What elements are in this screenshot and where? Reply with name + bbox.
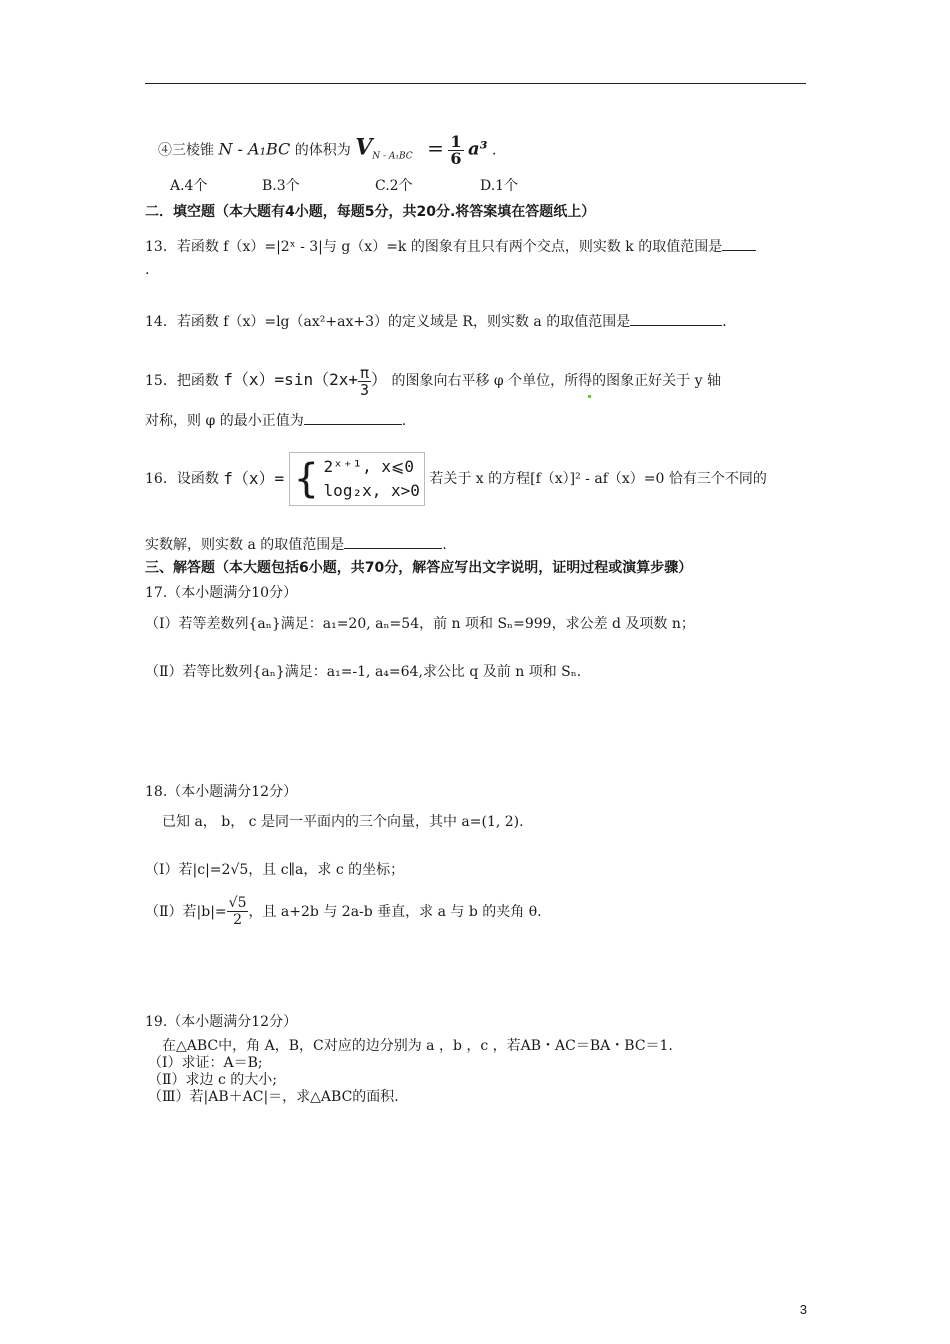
q14-line xyxy=(145,311,727,332)
q14-blank xyxy=(630,311,722,326)
q18-p2-num: √5 xyxy=(228,895,247,911)
q14-end: . xyxy=(722,314,727,330)
q18-fraction xyxy=(227,895,249,928)
item4-solid: N - A₁BC xyxy=(218,139,291,159)
q14-text: 14．若函数 f（x）=lg（ax²+ax+3）的定义域是 R，则实数 a 的取值范围是 xyxy=(145,314,631,330)
q13-line1 xyxy=(145,236,756,257)
item4-den: 6 xyxy=(450,149,462,168)
q15-line2-text: 对称，则 φ 的最小正值为 xyxy=(145,413,304,429)
item4-prefix: ④三棱锥 xyxy=(158,142,214,159)
q15-label: 15．把函数 xyxy=(145,373,219,389)
q16-line1 xyxy=(145,452,767,506)
item4-vol-sub: N - A₁BC xyxy=(372,151,413,162)
q15-end: . xyxy=(401,413,407,429)
item4-rhs: a³ xyxy=(467,138,488,160)
q18-part1: （Ⅰ）若|c|=2√5，且 c∥a，求 c 的坐标； xyxy=(145,862,405,878)
q16-cases xyxy=(324,455,420,503)
q16-label: 16．设函数 xyxy=(145,471,219,487)
q15-rest: 的图象向右平移 φ 个单位，所得的图象正好关于 y 轴 xyxy=(391,373,721,389)
item4-fraction xyxy=(448,134,463,167)
q17-title: 17.（本小题满分10分） xyxy=(145,585,298,601)
choice-b: B.3个 xyxy=(262,178,300,194)
q16-line2-text: 实数解，则实数 a 的取值范围是 xyxy=(145,537,345,553)
page-number: 3 xyxy=(799,1302,807,1317)
header-rule xyxy=(145,83,806,84)
q16-blank xyxy=(344,534,442,549)
choice-d: D.1个 xyxy=(480,178,519,194)
q16-brace: { xyxy=(293,456,320,502)
item4-line xyxy=(158,134,496,167)
q17-part2: （Ⅱ）若等比数列{aₙ}满足：a₁=-1, a₄=64,求公比 q 及前 n 项和 Sₙ. xyxy=(145,664,582,680)
q15-func-right: ） xyxy=(371,370,388,389)
section3-title: 三、解答题（本大题包括6小题，共70分，解答应写出文字说明，证明过程或演算步骤） xyxy=(145,560,693,576)
q19-part1: （Ⅰ）求证：A＝B; xyxy=(148,1055,263,1071)
q13-text: 13．若函数 f（x）=|2ˣ - 3|与 g（x）=k 的图象有且只有两个交点，则实数 k 的取值范围是 xyxy=(145,239,723,255)
q19-intro: 在△ABC中，角 A，B，C对应的边分别为 a ，b ，c ，若AB・AC＝BA・BC＝1. xyxy=(162,1038,673,1054)
q16-piecewise xyxy=(289,452,425,506)
q18-intro: 已知 a， b， c 是同一平面内的三个向量，其中 a=(1, 2). xyxy=(162,814,524,830)
q18-title: 18.（本小题满分12分） xyxy=(145,784,298,800)
q18-part2 xyxy=(145,895,542,928)
q15-func-left: f（x）=sin（2x+ xyxy=(223,370,358,389)
item4-num: 1 xyxy=(450,132,462,151)
q16-case2: log₂x, x>0 xyxy=(323,481,420,500)
q13-line2: . xyxy=(145,262,150,278)
q16-func-left: f（x）= xyxy=(223,469,285,488)
item4-mid: 的体积为 xyxy=(294,142,351,159)
q16-line2 xyxy=(145,534,447,555)
q15-three: 3 xyxy=(359,380,370,399)
q18-p2-left: （Ⅱ）若|b|= xyxy=(145,903,227,920)
q16-rest: 若关于 x 的方程[f（x）]² - af（x）=0 恰有三个不同的 xyxy=(429,471,767,487)
q17-part1: （Ⅰ）若等差数列{aₙ}满足：a₁=20, aₙ=54，前 n 项和 Sₙ=999，求公差 d 及项数 n； xyxy=(145,616,695,632)
choice-c: C.2个 xyxy=(375,178,413,194)
q15-pi: π xyxy=(359,363,370,382)
q15-fraction xyxy=(358,365,371,398)
item4-eq: = xyxy=(427,135,444,160)
q16-end: . xyxy=(442,537,447,553)
section2-title: 二．填空题（本大题有4小题，每题5分，共20分.将答案填在答题纸上） xyxy=(145,204,596,220)
q15-blank xyxy=(304,410,402,425)
q19-part2: （Ⅱ）求边 c 的大小; xyxy=(148,1072,277,1088)
q19-title: 19.（本小题满分12分） xyxy=(145,1014,298,1030)
stray-mark xyxy=(588,395,591,398)
item4-end: . xyxy=(491,142,497,159)
q15-line1 xyxy=(145,360,721,401)
q13-blank xyxy=(722,236,756,251)
choice-a: A.4个 xyxy=(170,178,208,194)
q18-p2-right: ，且 a+2b 与 2a-b 垂直，求 a 与 b 的夹角 θ. xyxy=(248,903,542,920)
q19-part3: （Ⅲ）若|AB＋AC|＝，求△ABC的面积. xyxy=(148,1089,399,1105)
q18-p2-den: 2 xyxy=(233,912,243,928)
item4-vol: V xyxy=(355,134,373,161)
q15-line2 xyxy=(145,410,406,431)
q16-case1: 2ˣ⁺¹, x⩽0 xyxy=(323,457,415,476)
